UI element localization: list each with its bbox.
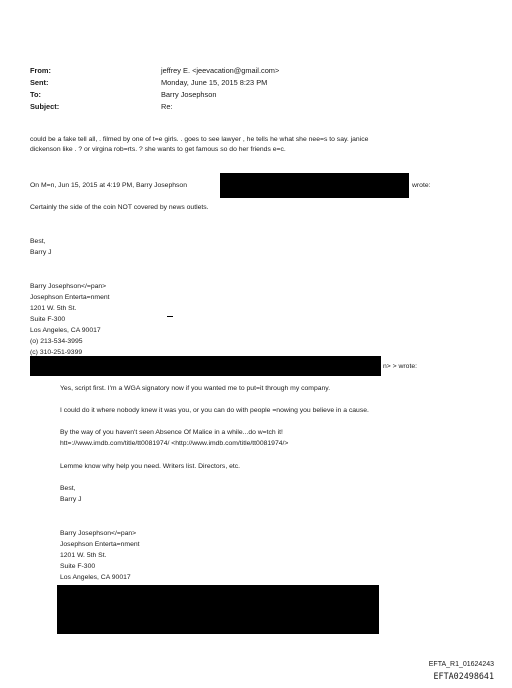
signature-city: Los Angeles, CA 90017 (30, 327, 101, 334)
quoted-signature-suite: Suite F-300 (60, 563, 96, 570)
quote-attribution-suffix: wrote: (412, 182, 431, 189)
quoted-signature-street: 1201 W. 5th St. (60, 552, 107, 559)
to-value: Barry Josephson (161, 90, 217, 99)
quoted-line-3: By the way of you haven't seen Absence Of Malice in a while...do w=tch it! (60, 429, 283, 436)
signature-suite: Suite F-300 (30, 316, 66, 323)
to-label: To: (30, 90, 41, 99)
signature-street: 1201 W. 5th St. (30, 305, 77, 312)
stray-dash-mark (167, 316, 173, 317)
redaction-box (57, 585, 379, 634)
reply-line: Certainly the side of the coin NOT covered by news outlets. (30, 204, 209, 211)
redaction-box (30, 356, 381, 376)
signature-name: Barry Josephson</=pan> (30, 283, 107, 290)
bates-stamp-secondary: EFTA02498641 (433, 671, 494, 681)
from-label: From: (30, 66, 51, 75)
quoted-signature-city: Los Angeles, CA 90017 (60, 574, 131, 581)
quoted-link-line: htt=://www.imdb.com/title/tt0081974/ <http://www.imdb.com/title/tt0081974/> (60, 440, 289, 447)
quoted-line-2: I could do it where nobody knew it was you, or you can do with people =nowing you believe in a cause. (60, 407, 369, 414)
sent-label: Sent: (30, 78, 49, 87)
redaction-box (220, 173, 409, 198)
message-line-1: could be a fake tell all, . filmed by one of t=e girls. . goes to see lawyer , he tells he what she nee=s to say. janice (30, 136, 369, 143)
subject-value: Re: (161, 102, 173, 111)
quoted-line-1: Yes, script first. I'm a WGA signatory now if you wanted me to put=it through my company. (60, 385, 331, 392)
sent-value: Monday, June 15, 2015 8:23 PM (161, 78, 268, 87)
quoted-closing-name: Barry J (60, 496, 82, 503)
signature-office-phone: (o) 213-534-3995 (30, 338, 83, 345)
closing-name: Barry J (30, 249, 52, 256)
from-value: jeffrey E. <jeevacation@gmail.com> (161, 66, 280, 75)
quoted-line-5: Lemme know why help you need. Writers list. Directors, etc. (60, 463, 241, 470)
bates-stamp-primary: EFTA_R1_01624243 (428, 661, 494, 668)
quote-attribution-prefix: On M=n, Jun 15, 2015 at 4:19 PM, Barry Josephson (30, 182, 187, 189)
quoted-closing-best: Best, (60, 485, 76, 492)
subject-label: Subject: (30, 102, 60, 111)
quoted-signature-company: Josephson Enterta=nment (60, 541, 140, 548)
quoted-signature-name: Barry Josephson</=pan> (60, 530, 137, 537)
signature-company: Josephson Enterta=nment (30, 294, 110, 301)
quoted-wrote-suffix: n> > wrote: (383, 363, 418, 370)
signature-cell-phone: (c) 310-251-9399 (30, 349, 83, 356)
message-line-2: dickenson like . ? or virgina rob=rts. ? she wants to get famous so do her friends e=c. (30, 146, 286, 153)
closing-best: Best, (30, 238, 46, 245)
